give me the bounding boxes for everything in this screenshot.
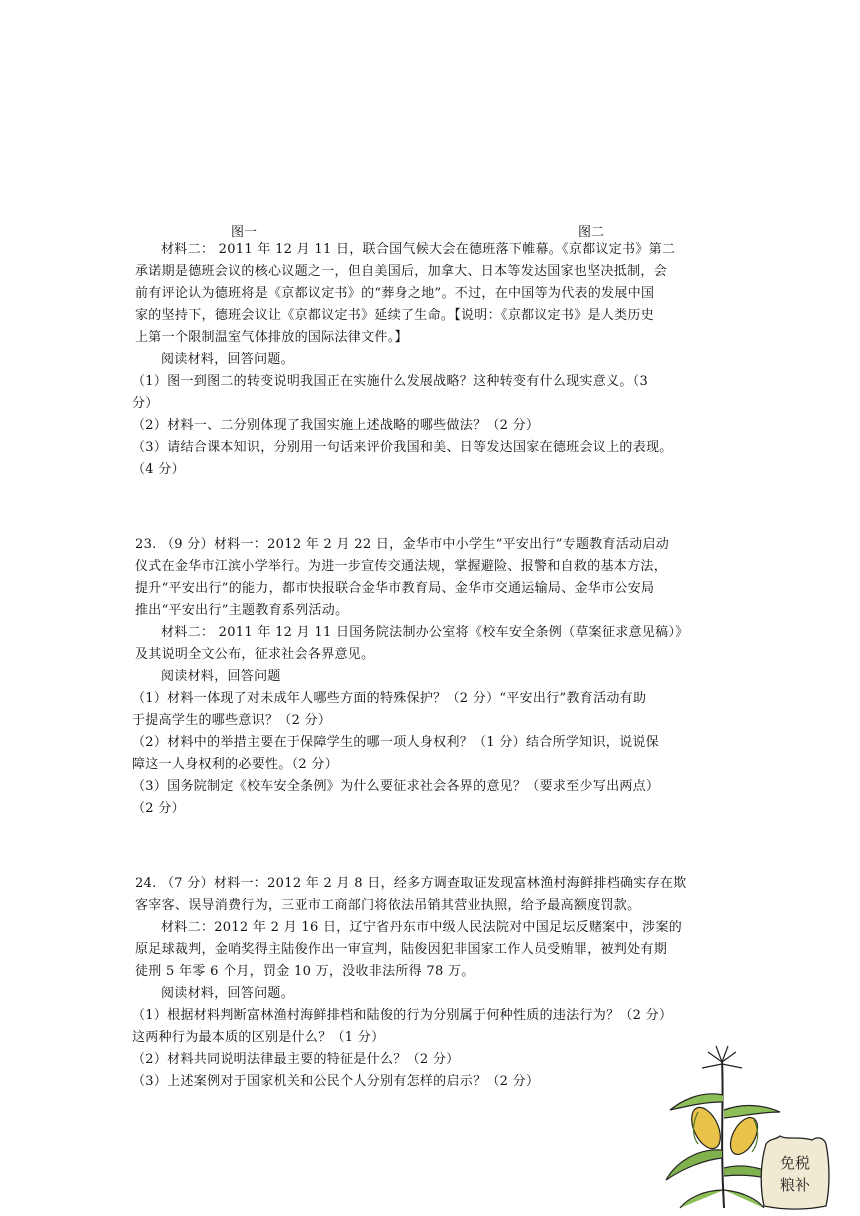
read-prompt: 阅读材料，回答问题。 — [161, 352, 295, 367]
material-line: 徒刑 5 年零 6 个月，罚金 10 万，没收非法所得 78 万。 — [135, 964, 475, 979]
question-line: （4 分） — [132, 462, 185, 477]
read-prompt: 阅读材料，回答问题 — [161, 669, 281, 684]
material-line: 提升“平安出行”的能力，都市快报联合金华市教育局、金华市交通运输局、金华市公安局 — [135, 581, 655, 596]
material-line: 原足球裁判，金哨奖得主陆俊作出一审宣判，陆俊因犯非国家工作人员受贿罪，被判处有期 — [135, 942, 668, 957]
material-line: 上第一个限制温室气体排放的国际法律文件。】 — [135, 330, 408, 345]
question-23 — [132, 534, 735, 820]
question-line: （2）材料一、二分别体现了我国实施上述战略的哪些做法？（2 分） — [132, 418, 540, 433]
figure-2-label: 图二 — [578, 225, 605, 240]
sack-text-1: 免税 — [779, 1154, 811, 1172]
question-line: 这两种行为最本质的区别是什么？（1 分） — [132, 1030, 385, 1045]
material-line: 23. （9 分）材料一：2012 年 2 月 22 日，金华市中小学生“平安出行”专题教育活动启动 — [135, 537, 670, 552]
material-line: 材料二： 2011 年 12 月 11 日，联合国气候大会在德班落下帷幕。《京都议定书》第二 — [161, 242, 676, 257]
question-line: （1）图一到图二的转变说明我国正在实施什么发展战略？这种转变有什么现实意义。（3 — [132, 374, 649, 389]
material-line: 仪式在金华市江滨小学举行。为进一步宣传交通法规，掌握避险、报警和自救的基本方法， — [135, 559, 668, 574]
material-line: 客宰客、误导消费行为，三亚市工商部门将依法吊销其营业执照，给予最高额度罚款。 — [135, 898, 641, 913]
question-line: （3）国务院制定《校车安全条例》为什么要征求社会各界的意见？（要求至少写出两点） — [132, 779, 660, 794]
question-line: （3）请结合课本知识，分别用一句话来评价我国和美、日等发达国家在德班会议上的表现。 — [132, 440, 673, 455]
figure-labels — [0, 221, 860, 241]
material-line: 家的坚持下，德班会议让《京都议定书》延续了生命。【说明：《京都议定书》是人类历史 — [135, 308, 655, 323]
question-line: （2）材料中的举措主要在于保障学生的哪一项人身权利？（1 分）结合所学知识，说说保 — [132, 735, 659, 750]
corn-sack-illustration — [640, 1040, 840, 1210]
sack-text-2: 粮补 — [779, 1176, 811, 1194]
material-line: 材料二：2012 年 2 月 16 日，辽宁省丹东市中级人民法院对中国足坛反赌案中，涉案的 — [161, 920, 683, 935]
material-line: 及其说明全文公布，征求社会各界意见。 — [135, 647, 375, 662]
material-line: 推出“平安出行”主题教育系列活动。 — [135, 603, 349, 618]
question-line: （2）材料共同说明法律最主要的特征是什么？（2 分） — [132, 1052, 460, 1067]
read-prompt: 阅读材料，回答问题。 — [161, 986, 295, 1001]
question-line: （1）根据材料判断富林渔村海鲜排档和陆俊的行为分别属于何种性质的违法行为？（2 分） — [132, 1008, 673, 1023]
material-line: 承诺期是德班会议的核心议题之一，但自美国后，加拿大、日本等发达国家也坚决抵制，会 — [135, 264, 668, 279]
section-22 — [132, 239, 735, 481]
figure-1-label: 图一 — [231, 225, 258, 240]
material-line: 24. （7 分）材料一：2012 年 2 月 8 日，经多方调查取证发现富林渔村海鲜排档确实存在欺 — [135, 876, 687, 891]
question-line: 障这一人身权利的必要性。（2 分） — [132, 757, 339, 772]
question-line: （2 分） — [132, 801, 185, 816]
material-line: 材料二： 2011 年 12 月 11 日国务院法制办公室将《校车安全条例（草案征求意见稿）》 — [161, 625, 689, 640]
question-line: （1）材料一体现了对未成年人哪些方面的特殊保护？（2 分）“平安出行”教育活动有助 — [132, 691, 647, 706]
material-line: 前有评论认为德班将是《京都议定书》的“葬身之地”。不过，在中国等为代表的发展中国 — [135, 286, 655, 301]
question-line: （3）上述案例对于国家机关和公民个人分别有怎样的启示？（2 分） — [132, 1074, 540, 1089]
question-line: 分） — [132, 396, 159, 411]
grain-sack-icon — [761, 1136, 829, 1209]
question-line: 于提高学生的哪些意识？（2 分） — [132, 713, 332, 728]
